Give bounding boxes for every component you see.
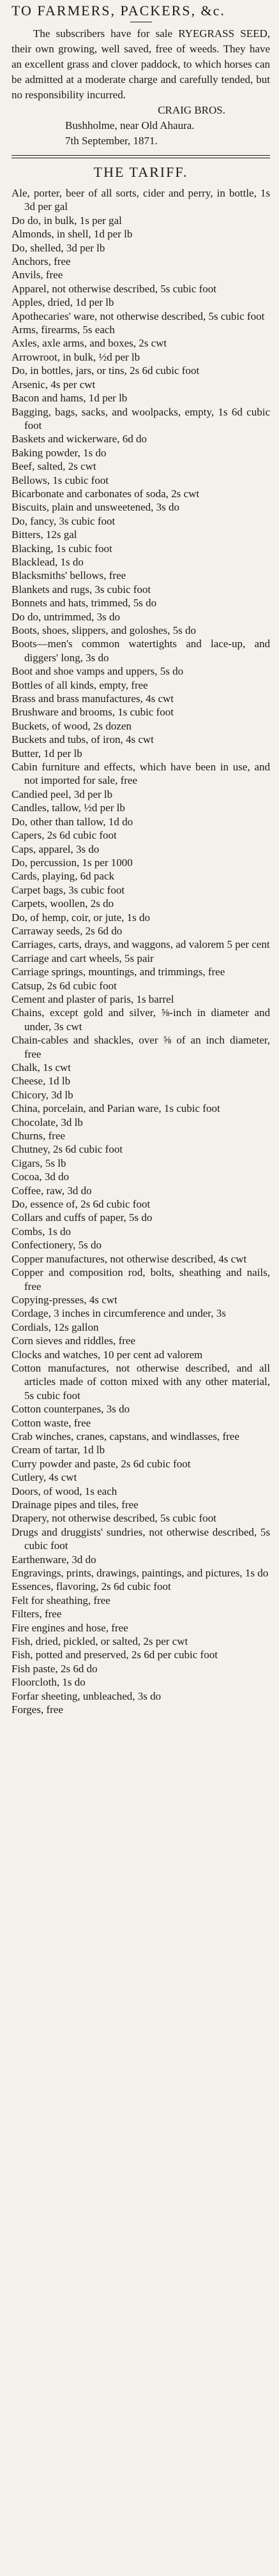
tariff-entry: Drainage pipes and tiles, free bbox=[11, 1499, 139, 1511]
tariff-entry: Bottles of all kinds, empty, free bbox=[11, 678, 148, 691]
tariff-entry: Chicory, 3d lb bbox=[11, 1088, 73, 1101]
tariff-entry: Fish paste, 2s 6d do bbox=[11, 1662, 98, 1675]
tariff-entry: Candied peel, 3d per lb bbox=[11, 788, 113, 800]
tariff-entry: Ale, porter, beer of all sorts, cider and perry, in bottle, 1s 3d per gal bbox=[11, 187, 270, 213]
tariff-entry: Do, percussion, 1s per 1000 bbox=[11, 856, 133, 869]
tariff-entry: Anvils, free bbox=[11, 269, 63, 281]
tariff-entry: China, porcelain, and Parian ware, 1s cubic foot bbox=[11, 1102, 220, 1115]
tariff-entry: Blacklead, 1s do bbox=[11, 555, 84, 568]
tariff-entry-list bbox=[11, 186, 270, 1717]
tariff-entry: Cotton manufactures, not otherwise described, and all articles made of cotton mixed with any other material, 5s cubic foot bbox=[11, 1361, 270, 1402]
tariff-entry: Do, fancy, 3s cubic foot bbox=[11, 514, 116, 527]
tariff-entry: Felt for sheathing, free bbox=[11, 1594, 110, 1606]
tariff-entry: Carraway seeds, 2s 6d do bbox=[11, 924, 123, 937]
tariff-entry: Earthenware, 3d do bbox=[11, 1553, 96, 1566]
tariff-entry: Butter, 1d per lb bbox=[11, 747, 82, 760]
tariff-entry: Cordials, 12s gallon bbox=[11, 1321, 99, 1333]
tariff-entry: Buckets, of wood, 2s dozen bbox=[11, 719, 132, 732]
tariff-entry: Cigars, 5s lb bbox=[11, 1157, 66, 1169]
tariff-entry: Biscuits, plain and unsweetened, 3s do bbox=[11, 501, 179, 514]
tariff-entry: Cards, playing, 6d pack bbox=[11, 870, 114, 883]
tariff-entry: Essences, flavoring, 2s 6d cubic foot bbox=[11, 1580, 171, 1593]
tariff-entry: Brass and brass manufactures, 4s cwt bbox=[11, 693, 174, 705]
tariff-entry: Fish, dried, pickled, or salted, 2s per cwt bbox=[11, 1635, 188, 1648]
tariff-entry: Crab winches, cranes, capstans, and windlasses, free bbox=[11, 1430, 239, 1442]
tariff-entry: Do, essence of, 2s 6d cubic foot bbox=[11, 1198, 151, 1211]
tariff-entry: Candles, tallow, ½d per lb bbox=[11, 802, 125, 814]
newspaper-column bbox=[0, 3, 279, 2576]
tariff-entry: Bonnets and hats, trimmed, 5s do bbox=[11, 597, 157, 610]
tariff-entry: Chains, except gold and silver, ⅝-inch in diameter and under, 3s cwt bbox=[11, 1007, 270, 1033]
tariff-entry: Cotton counterpanes, 3s do bbox=[11, 1403, 130, 1416]
tariff-entry: Carriage springs, mountings, and trimmings, free bbox=[11, 966, 225, 978]
tariff-entry: Cutlery, 4s cwt bbox=[11, 1471, 77, 1484]
tariff-entry: Do, shelled, 3d per lb bbox=[11, 241, 105, 254]
tariff-entry: Apples, dried, 1d per lb bbox=[11, 296, 114, 309]
tariff-entry: Arrowroot, in bulk, ½d per lb bbox=[11, 350, 140, 363]
tariff-entry: Filters, free bbox=[11, 1608, 62, 1621]
tariff-entry: Brushware and brooms, 1s cubic foot bbox=[11, 706, 174, 719]
tariff-entry: Bellows, 1s cubic foot bbox=[11, 474, 109, 486]
tariff-entry: Forges, free bbox=[11, 1704, 63, 1716]
tariff-entry: Arms, firearms, 5s each bbox=[11, 324, 115, 336]
tariff-entry: Floorcloth, 1s do bbox=[11, 1676, 86, 1689]
tariff-entry: Boots—men's common watertights and lace-up, and diggers' long, 3s do bbox=[11, 638, 270, 664]
tariff-entry: Fish, potted and preserved, 2s 6d per cubic foot bbox=[11, 1649, 218, 1661]
tariff-entry: Apparel, not otherwise described, 5s cubic foot bbox=[11, 282, 217, 295]
tariff-entry: Almonds, in shell, 1d per lb bbox=[11, 228, 133, 241]
tariff-entry: Engravings, prints, drawings, paintings, and pictures, 1s do bbox=[11, 1567, 269, 1580]
tariff-entry: Copper and composition rod, bolts, sheathing and nails, free bbox=[11, 1266, 270, 1292]
tariff-entry: Drapery, not otherwise described, 5s cubic foot bbox=[11, 1512, 216, 1525]
advertisement-date: 7th September, 1871. bbox=[65, 135, 158, 147]
tariff-entry: Chocolate, 3d lb bbox=[11, 1116, 83, 1128]
tariff-entry: Copper manufactures, not otherwise described, 4s cwt bbox=[11, 1252, 247, 1265]
advertisement-signature: CRAIG BROS. bbox=[158, 104, 225, 116]
tariff-entry: Do do, in bulk, 1s per gal bbox=[11, 214, 122, 227]
tariff-entry: Boot and shoe vamps and uppers, 5s do bbox=[11, 665, 184, 678]
tariff-entry: Coffee, raw, 3d do bbox=[11, 1184, 92, 1197]
tariff-entry: Baking powder, 1s do bbox=[11, 446, 107, 459]
tariff-entry: Cement and plaster of paris, 1s barrel bbox=[11, 992, 174, 1005]
tariff-entry: Bacon and hams, 1d per lb bbox=[11, 392, 128, 405]
tariff-entry: Confectionery, 5s do bbox=[11, 1239, 102, 1252]
tariff-entry: Beef, salted, 2s cwt bbox=[11, 460, 96, 473]
tariff-entry: Cabin furniture and effects, which have been in use, and not imported for sale, free bbox=[11, 761, 270, 787]
tariff-entry: Doors, of wood, 1s each bbox=[11, 1485, 117, 1497]
tariff-entry: Chalk, 1s cwt bbox=[11, 1061, 72, 1074]
tariff-entry: Catsup, 2s 6d cubic foot bbox=[11, 979, 117, 992]
tariff-entry: Do, of hemp, coir, or jute, 1s do bbox=[11, 911, 150, 924]
tariff-entry: Copying-presses, 4s cwt bbox=[11, 1293, 117, 1306]
tariff-entry: Baskets and wickerware, 6d do bbox=[11, 433, 147, 446]
tariff-entry: Bicarbonate and carbonates of soda, 2s cwt bbox=[11, 487, 200, 500]
tariff-entry: Curry powder and paste, 2s 6d cubic foot bbox=[11, 1457, 191, 1470]
tariff-entry: Combs, 1s do bbox=[11, 1225, 72, 1238]
tariff-title: THE TARIFF. bbox=[93, 164, 188, 180]
advertisement-body: The subscribers have for sale RYEGRASS SEED, their own growing, well saved, free of weeds. They have an excellent grass and clover paddock, to which horses can be admitted at a moderate charge and carefully tended, but no responsibility incurred. bbox=[11, 27, 270, 101]
tariff-entry: Chain-cables and shackles, over ⅝ of an inch diameter, free bbox=[11, 1034, 270, 1060]
tariff-entry: Forfar sheeting, unbleached, 3s do bbox=[11, 1689, 162, 1702]
tariff-entry: Carpet bags, 3s cubic foot bbox=[11, 883, 125, 896]
tariff-entry: Apothecaries' ware, not otherwise described, 5s cubic foot bbox=[11, 310, 265, 322]
tariff-entry: Carpets, woollen, 2s do bbox=[11, 897, 114, 910]
tariff-entry: Arsenic, 4s per cwt bbox=[11, 378, 96, 391]
tariff-entry: Drugs and druggists' sundries, not otherwise described, 5s cubic foot bbox=[11, 1525, 270, 1552]
tariff-entry: Carriage and cart wheels, 5s pair bbox=[11, 952, 154, 964]
tariff-entry: Do, in bottles, jars, or tins, 2s 6d cubic foot bbox=[11, 364, 200, 377]
tariff-entry: Buckets and tubs, of iron, 4s cwt bbox=[11, 733, 154, 746]
tariff-entry: Corn sieves and riddles, free bbox=[11, 1335, 136, 1347]
tariff-entry: Blacking, 1s cubic foot bbox=[11, 542, 112, 555]
tariff-entry: Carriages, carts, drays, and waggons, ad valorem 5 per cent bbox=[11, 938, 270, 951]
tariff-entry: Bitters, 12s gal bbox=[11, 528, 77, 541]
tariff-entry: Caps, apparel, 3s do bbox=[11, 842, 100, 855]
tariff-entry: Capers, 2s 6d cubic foot bbox=[11, 829, 117, 842]
tariff-entry: Cordage, 3 inches in circumference and under, 3s bbox=[11, 1307, 226, 1320]
tariff-entry: Churns, free bbox=[11, 1130, 66, 1142]
tariff-entry: Do do, untrimmed, 3s do bbox=[11, 610, 120, 623]
section-rule-top bbox=[11, 155, 270, 156]
tariff-entry: Blankets and rugs, 3s cubic foot bbox=[11, 583, 151, 595]
tariff-entry: Cream of tartar, 1d lb bbox=[11, 1444, 105, 1456]
tariff-entry: Collars and cuffs of paper, 5s do bbox=[11, 1211, 153, 1224]
tariff-entry: Cheese, 1d lb bbox=[11, 1075, 71, 1088]
tariff-entry: Anchors, free bbox=[11, 255, 71, 268]
advertisement-title: TO FARMERS, PACKERS, &c. bbox=[11, 3, 225, 19]
tariff-entry: Blacksmiths' bellows, free bbox=[11, 569, 126, 582]
tariff-entry: Chutney, 2s 6d cubic foot bbox=[11, 1143, 123, 1156]
tariff-entry: Cotton waste, free bbox=[11, 1416, 91, 1429]
tariff-entry: Clocks and watches, 10 per cent ad valorem bbox=[11, 1348, 203, 1361]
tariff-entry: Cocoa, 3d do bbox=[11, 1171, 70, 1183]
tariff-entry: Axles, axle arms, and boxes, 2s cwt bbox=[11, 337, 167, 350]
tariff-entry: Do, other than tallow, 1d do bbox=[11, 815, 133, 828]
tariff-entry: Fire engines and hose, free bbox=[11, 1621, 128, 1634]
tariff-entry: Bagging, bags, sacks, and woolpacks, empty, 1s 6d cubic foot bbox=[11, 405, 270, 431]
tariff-entry: Boots, shoes, slippers, and goloshes, 5s do bbox=[11, 624, 196, 636]
advertisement-place: Bushholme, near Old Ahaura. bbox=[65, 119, 195, 131]
